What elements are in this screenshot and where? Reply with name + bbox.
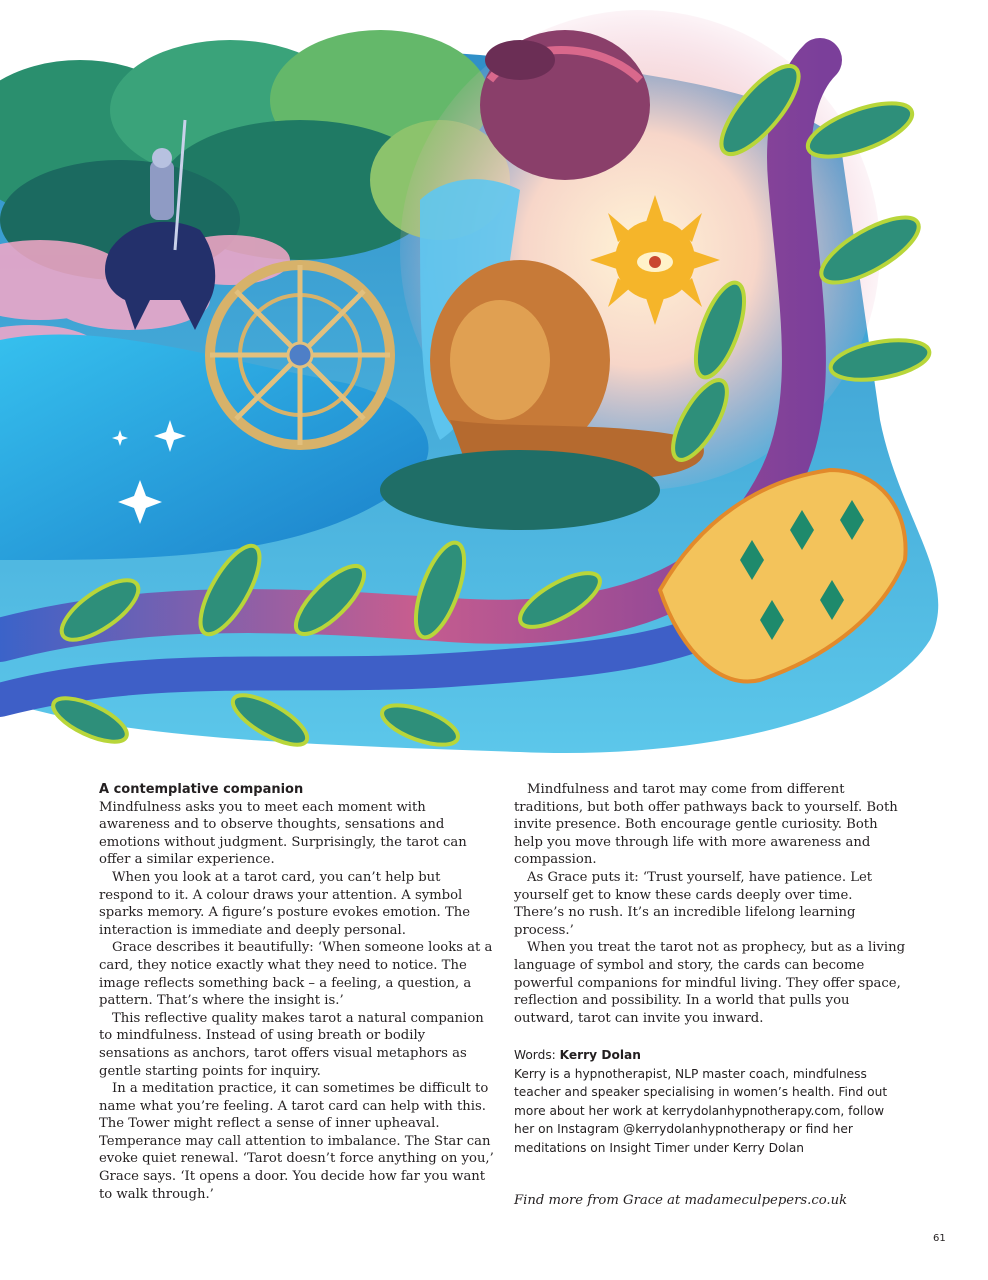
left-column [99, 781, 495, 1203]
jug [480, 30, 650, 180]
body-paragraph: As Grace puts it: ‘Trust yourself, have patience. Let yourself get to know these cards deeply over time. There’s no rush. It’s an incredible lifelong learning process.’ [514, 869, 873, 938]
body-paragraph: Mindfulness asks you to meet each moment with awareness and to observe thoughts, sensations and emotions without judgment. Surprisingly, the tarot can offer a similar experience. [99, 799, 467, 868]
body-paragraph: When you look at a tarot card, you can’t help but respond to it. A colour draws your attention. A symbol sparks memory. A figure’s posture evokes emotion. The interaction is immediate and deeply personal. [99, 869, 471, 938]
body-paragraph: In a meditation practice, it can sometimes be difficult to name what you’re feeling. A tarot card can help with this. The Tower might reflect a sense of inner upheaval. Temperance may call attention to imbalance. The Star can evoke quiet renewal. ‘Tarot doesn’t force anything on you,’ Grace says. ‘It opens a door. You decide how far you want to walk through.’ [99, 1081, 494, 1202]
author-bio: Kerry is a hypnotherapist, NLP master coach, mindfulness teacher and speaker specialising in women’s health. Find out more about her work at kerrydolanhypnotherapy.com, follow her on Instagram @kerrydolanhypnotherapy or find her meditations on Insight Timer under Kerry Dolan [514, 1066, 888, 1155]
sun [590, 195, 720, 325]
page-number: 61 [933, 1233, 946, 1244]
body-paragraph: Grace describes it beautifully: ‘When someone looks at a card, they notice exactly what they need to notice. The image reflects something back – a feeling, a question, a pattern. That’s where the insight is.’ [99, 940, 493, 1009]
wheel-of-fortune [210, 265, 390, 445]
find-more-line: Find more from Grace at madameculpepers.co.uk [514, 1193, 848, 1209]
body-paragraph: Mindfulness and tarot may come from different traditions, but both offer pathways back to yourself. Both invite presence. Both encourage gentle curiosity. Both help you move through life with more awareness and compassion. [514, 782, 898, 868]
body-paragraph: When you treat the tarot not as prophecy, but as a living language of symbol and story, the cards can become powerful companions for mindful living. They offer space, reflection and possibility. In a world that pulls you outward, tarot can invite you inward. [514, 940, 906, 1026]
body-paragraph: This reflective quality makes tarot a natural companion to mindfulness. Instead of using breath or bodily sensations as anchors, tarot offers visual metaphors as gentle starting points for inquiry. [99, 1010, 484, 1079]
right-column [514, 781, 906, 1210]
author-credits [514, 1046, 906, 1157]
credits-label: Words: [514, 1048, 560, 1063]
author-name: Kerry Dolan [559, 1048, 641, 1063]
section-heading: A contemplative companion [99, 782, 304, 797]
